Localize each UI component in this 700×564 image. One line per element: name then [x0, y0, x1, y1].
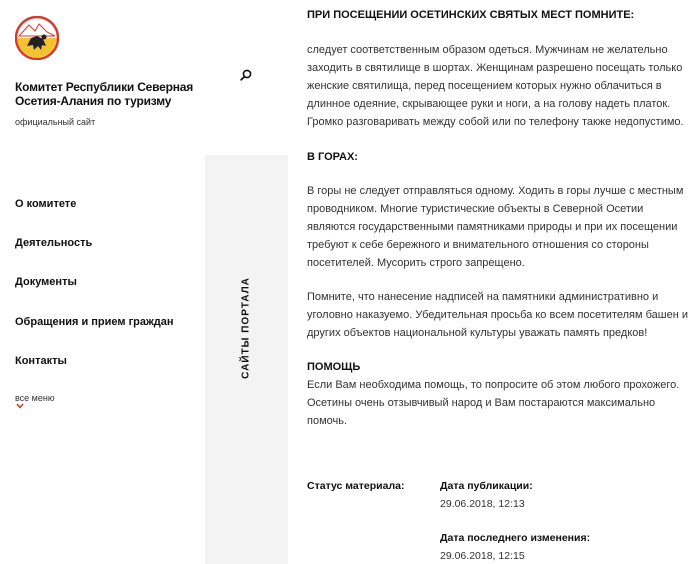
paragraph-holy-places: следует соответственным образом одеться. Мужчинам не желательно заходить в святилище в шортах. Женщинам разрешено посещать только женские святилища, перед посещением которых нужно облачиться в длинное одеяние, скрывающее руки и ноги, а на голову надеть платок. Громко разговаривать между собой или по телефону также недопустимо.: [307, 44, 684, 128]
paragraph-mountains: В горы не следует отправляться одному. Ходить в горы лучше с местным проводником. Многие туристические объекты в Северной Осетии являются государственными памятниками природы и при их посещении требуют к себе бережного и внимательного отношения со стороны посетителей. Мусорить строго запрещено.: [307, 185, 684, 269]
status-label: Статус материала:: [307, 480, 405, 492]
portal-rail: [205, 0, 288, 564]
sidebar: [0, 0, 205, 564]
paragraph-monuments: Помните, что нанесение надписей на памятники административно и уголовно наказуемо. Убедительная просьба ко всем посетителям башен и других объектов национальной культуры уважать память предков!: [307, 291, 688, 339]
heading-holy-places: ПРИ ПОСЕЩЕНИИ ОСЕТИНСКИХ СВЯТЫХ МЕСТ ПОМНИТЕ:: [307, 9, 635, 21]
published-label: Дата публикации:: [440, 480, 533, 492]
menu-item-appeals[interactable]: Обращения и прием граждан: [15, 316, 174, 328]
menu-item-activity[interactable]: Деятельность: [15, 237, 93, 249]
heading-help: ПОМОЩЬ: [307, 361, 361, 373]
paragraph-help: Если Вам необходима помощь, то попросите об этом любого прохожего. Осетины очень отзывчивый народ и Вам постараются максимально помочь.: [307, 379, 680, 427]
menu-item-documents[interactable]: Документы: [15, 276, 77, 288]
menu-item-about[interactable]: О комитете: [15, 198, 77, 210]
modified-label: Дата последнего изменения:: [440, 532, 591, 544]
menu-item-contacts[interactable]: Контакты: [15, 355, 67, 367]
all-menu-link[interactable]: все меню: [15, 393, 55, 403]
coat-of-arms-icon[interactable]: [15, 16, 59, 60]
modified-date: 29.06.2018, 12:15: [440, 550, 525, 562]
heading-mountains: В ГОРАХ:: [307, 151, 358, 163]
portal-sites-toggle[interactable]: САЙТЫ ПОРТАЛА: [240, 277, 252, 379]
chevron-down-icon[interactable]: [16, 402, 24, 410]
search-button[interactable]: [205, 0, 288, 155]
published-date: 29.06.2018, 12:13: [440, 498, 525, 510]
search-icon: [240, 69, 252, 81]
org-name[interactable]: Комитет Республики Северная Осетия-Алания по туризму: [15, 80, 194, 108]
org-subtitle: официальный сайт: [15, 117, 96, 127]
